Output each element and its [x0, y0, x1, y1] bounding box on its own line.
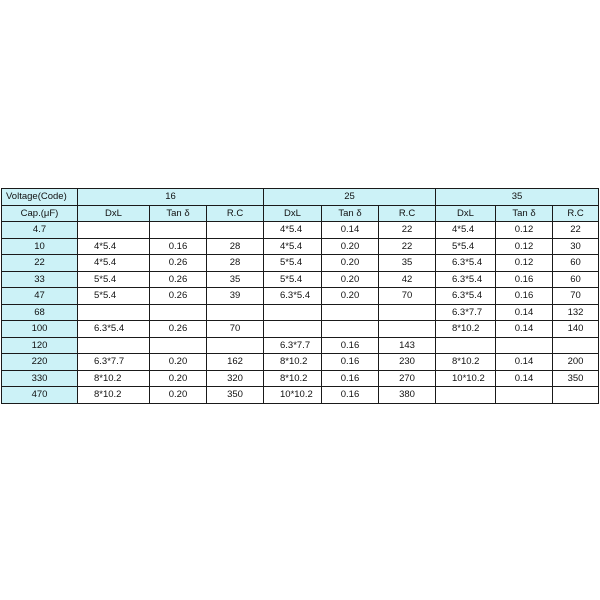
rc-cell: 35	[379, 255, 436, 272]
dxl-cell: 4*5.4	[78, 255, 150, 272]
tan-delta-header: Tan δ	[150, 205, 207, 222]
tan-delta-cell: 0.12	[496, 255, 553, 272]
dxl-cell: 4*5.4	[78, 238, 150, 255]
dxl-cell: 6.3*7.7	[436, 304, 496, 321]
tan-delta-cell: 0.14	[496, 370, 553, 387]
rc-cell: 350	[553, 370, 599, 387]
dxl-cell	[78, 222, 150, 239]
dxl-cell	[264, 304, 322, 321]
dxl-cell	[264, 321, 322, 338]
table-row	[2, 370, 599, 387]
dxl-cell: 8*10.2	[78, 370, 150, 387]
rc-cell: 30	[553, 238, 599, 255]
tan-delta-cell: 0.20	[322, 271, 379, 288]
dxl-header: DxL	[78, 205, 150, 222]
table-row	[2, 238, 599, 255]
dxl-cell: 6.3*7.7	[78, 354, 150, 371]
rc-cell	[379, 321, 436, 338]
tan-delta-cell: 0.14	[496, 321, 553, 338]
tan-delta-cell: 0.16	[322, 370, 379, 387]
tan-delta-header: Tan δ	[322, 205, 379, 222]
tan-delta-cell	[150, 304, 207, 321]
rc-cell: 162	[207, 354, 264, 371]
voltage-code-header: Voltage(Code)	[2, 189, 78, 206]
rc-cell: 380	[379, 387, 436, 404]
capacitance-cell: 4.7	[2, 222, 78, 239]
dxl-cell: 5*5.4	[264, 255, 322, 272]
tan-delta-cell: 0.20	[322, 238, 379, 255]
table-row	[2, 222, 599, 239]
rc-cell: 143	[379, 337, 436, 354]
capacitance-cell: 22	[2, 255, 78, 272]
rc-cell: 42	[379, 271, 436, 288]
dxl-cell: 8*10.2	[264, 354, 322, 371]
capacitance-cell: 330	[2, 370, 78, 387]
rc-cell: 39	[207, 288, 264, 305]
rc-header: R.C	[379, 205, 436, 222]
rc-cell	[207, 304, 264, 321]
voltage-group-35: 35	[436, 189, 599, 206]
dxl-cell: 5*5.4	[78, 271, 150, 288]
voltage-header-row	[2, 189, 599, 206]
rc-cell	[553, 387, 599, 404]
table-row	[2, 321, 599, 338]
rc-cell	[379, 304, 436, 321]
rc-cell: 350	[207, 387, 264, 404]
voltage-group-16: 16	[78, 189, 264, 206]
rc-cell: 35	[207, 271, 264, 288]
table-row	[2, 304, 599, 321]
tan-delta-cell	[150, 222, 207, 239]
dxl-cell: 8*10.2	[264, 370, 322, 387]
table-row	[2, 271, 599, 288]
table-row	[2, 387, 599, 404]
table-row	[2, 288, 599, 305]
table-row	[2, 255, 599, 272]
tan-delta-cell	[150, 337, 207, 354]
tan-delta-cell: 0.12	[496, 238, 553, 255]
rc-cell: 132	[553, 304, 599, 321]
rc-cell: 70	[207, 321, 264, 338]
capacitance-cell: 68	[2, 304, 78, 321]
dxl-cell: 6.3*5.4	[436, 271, 496, 288]
rc-cell: 140	[553, 321, 599, 338]
dxl-cell: 5*5.4	[78, 288, 150, 305]
tan-delta-cell: 0.16	[150, 238, 207, 255]
rc-cell: 60	[553, 255, 599, 272]
rc-header: R.C	[207, 205, 264, 222]
tan-delta-cell: 0.16	[322, 387, 379, 404]
dxl-cell: 8*10.2	[78, 387, 150, 404]
dxl-cell	[78, 337, 150, 354]
rc-cell: 22	[379, 238, 436, 255]
tan-delta-cell: 0.26	[150, 271, 207, 288]
dxl-cell: 6.3*5.4	[264, 288, 322, 305]
rc-header: R.C	[553, 205, 599, 222]
dxl-cell: 10*10.2	[264, 387, 322, 404]
tan-delta-cell	[496, 337, 553, 354]
dxl-cell: 4*5.4	[264, 238, 322, 255]
dxl-cell: 8*10.2	[436, 321, 496, 338]
capacitance-cell: 100	[2, 321, 78, 338]
dxl-header: DxL	[264, 205, 322, 222]
dxl-cell: 5*5.4	[264, 271, 322, 288]
tan-delta-cell	[496, 387, 553, 404]
tan-delta-cell: 0.26	[150, 288, 207, 305]
tan-delta-cell: 0.12	[496, 222, 553, 239]
tan-delta-cell: 0.20	[150, 370, 207, 387]
subheader-row	[2, 205, 599, 222]
tan-delta-cell: 0.16	[496, 288, 553, 305]
tan-delta-cell: 0.14	[322, 222, 379, 239]
rc-cell: 60	[553, 271, 599, 288]
dxl-cell: 8*10.2	[436, 354, 496, 371]
rc-cell: 22	[553, 222, 599, 239]
tan-delta-cell: 0.20	[322, 288, 379, 305]
tan-delta-cell: 0.20	[150, 354, 207, 371]
rc-cell: 200	[553, 354, 599, 371]
dxl-cell: 6.3*7.7	[264, 337, 322, 354]
dxl-cell	[78, 304, 150, 321]
rc-cell: 320	[207, 370, 264, 387]
rc-cell: 28	[207, 255, 264, 272]
dxl-cell: 6.3*5.4	[78, 321, 150, 338]
tan-delta-cell: 0.16	[322, 337, 379, 354]
capacitor-spec-table	[1, 188, 599, 404]
dxl-cell: 6.3*5.4	[436, 255, 496, 272]
dxl-cell: 6.3*5.4	[436, 288, 496, 305]
capacitance-cell: 47	[2, 288, 78, 305]
rc-cell: 270	[379, 370, 436, 387]
tan-delta-cell: 0.14	[496, 304, 553, 321]
capacitance-cell: 220	[2, 354, 78, 371]
tan-delta-cell: 0.20	[150, 387, 207, 404]
rc-cell: 28	[207, 238, 264, 255]
rc-cell: 70	[553, 288, 599, 305]
tan-delta-cell	[322, 321, 379, 338]
tan-delta-cell: 0.16	[322, 354, 379, 371]
capacitance-cell: 120	[2, 337, 78, 354]
rc-cell	[207, 337, 264, 354]
dxl-cell: 5*5.4	[436, 238, 496, 255]
table-row	[2, 354, 599, 371]
table-row	[2, 337, 599, 354]
rc-cell: 22	[379, 222, 436, 239]
cap-header: Cap.(μF)	[2, 205, 78, 222]
tan-delta-header: Tan δ	[496, 205, 553, 222]
capacitance-cell: 10	[2, 238, 78, 255]
voltage-group-25: 25	[264, 189, 436, 206]
tan-delta-cell: 0.26	[150, 321, 207, 338]
capacitance-cell: 470	[2, 387, 78, 404]
tan-delta-cell: 0.26	[150, 255, 207, 272]
tan-delta-cell: 0.16	[496, 271, 553, 288]
tan-delta-cell: 0.20	[322, 255, 379, 272]
dxl-header: DxL	[436, 205, 496, 222]
dxl-cell	[436, 337, 496, 354]
dxl-cell: 10*10.2	[436, 370, 496, 387]
rc-cell: 70	[379, 288, 436, 305]
tan-delta-cell	[322, 304, 379, 321]
dxl-cell: 4*5.4	[264, 222, 322, 239]
rc-cell: 230	[379, 354, 436, 371]
dxl-cell: 4*5.4	[436, 222, 496, 239]
dxl-cell	[436, 387, 496, 404]
capacitance-cell: 33	[2, 271, 78, 288]
rc-cell	[553, 337, 599, 354]
tan-delta-cell: 0.14	[496, 354, 553, 371]
rc-cell	[207, 222, 264, 239]
